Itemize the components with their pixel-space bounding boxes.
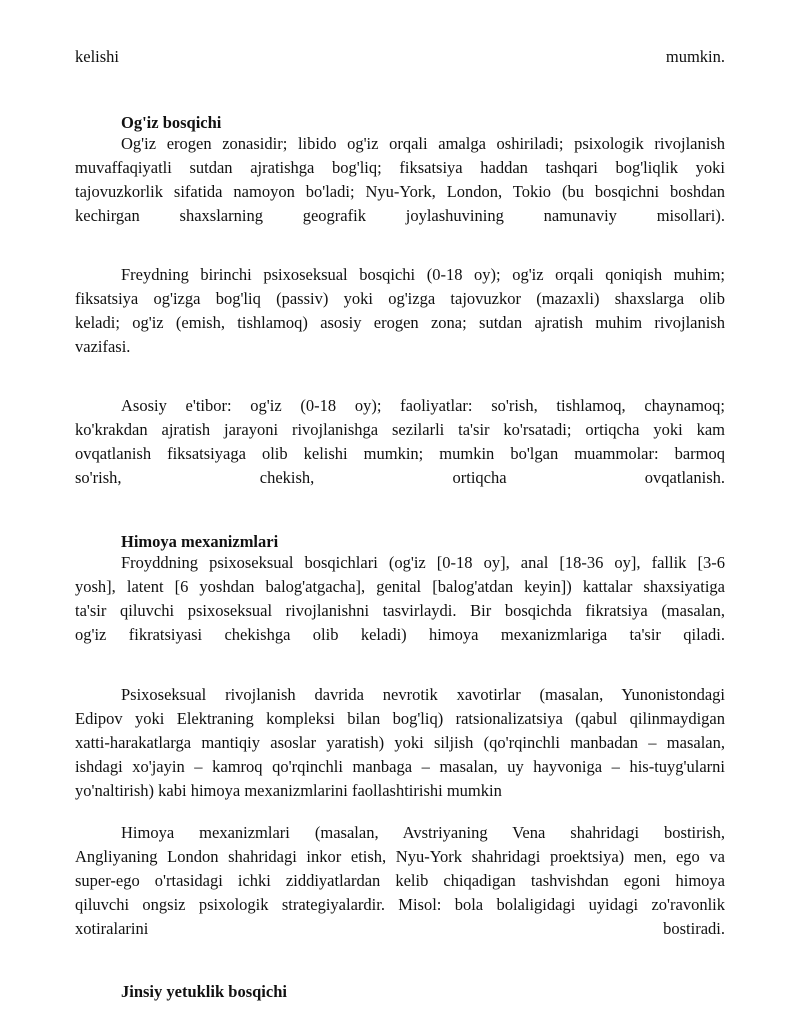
top-fragment-line bbox=[75, 45, 725, 69]
section-heading-defense-mechanisms: Himoya mexanizmlari bbox=[121, 532, 279, 551]
paragraph-line: ta'sir qiluvchi psixoseksual rivojlanishni tasvirlaydi. Bir bosqichda fikratsiya (masalan, bbox=[75, 601, 725, 620]
paragraph-line: keladi; og'iz (emish, tishlamoq) asosiy erogen zona; sutdan ajratish muhim rivojlanish bbox=[75, 313, 725, 332]
paragraph-line: ishdagi xo'jayin – kamroq qo'rqinchli manbaga – masalan, uy hayvoniga – his-tuyg'ularni bbox=[75, 757, 725, 776]
paragraph-line: og'iz fikratsiyasi chekishga olib keladi) himoya mexanizmlariga ta'sir qiladi. bbox=[75, 625, 725, 644]
paragraph-line: Freydning birinchi psixoseksual bosqichi (0-18 oy); og'iz orqali qoniqish muhim; bbox=[121, 265, 725, 284]
paragraph-line: ko'krakdan ajratish jarayoni rivojlanishga sezilarli ta'sir ko'rsatadi; ortiqcha yoki kam bbox=[75, 420, 725, 439]
section-heading-oral-stage: Og'iz bosqichi bbox=[121, 113, 222, 132]
paragraph-line: yo'naltirish) kabi himoya mexanizmlarini faollashtirishi mumkin bbox=[75, 781, 502, 800]
paragraph-line: xatti-harakatlarga mantiqiy asoslar yaratish) yoki siljish (qo'rqinchli manbadan – masalan, bbox=[75, 733, 725, 752]
paragraph-line: Himoya mexanizmlari (masalan, Avstriyaning Vena shahridagi bostirish, bbox=[121, 823, 725, 842]
paragraph-line: xotiralarini bostiradi. bbox=[75, 919, 725, 938]
paragraph-line: Psixoseksual rivojlanish davrida nevrotik xavotirlar (masalan, Yunonistondagi bbox=[121, 685, 725, 704]
section-heading-puberty-stage: Jinsiy yetuklik bosqichi bbox=[121, 982, 287, 1001]
top-fragment-word-1: kelishi bbox=[75, 47, 119, 66]
paragraph-line: Angliyaning London shahridagi inkor etish, Nyu-York shahridagi proektsiya) men, ego va bbox=[75, 847, 725, 866]
paragraph-line: muvaffaqiyatli sutdan ajratishga bog'liq; fiksatsiya haddan tashqari bog'liqlik yoki bbox=[75, 158, 725, 177]
paragraph-line: so'rish, chekish, ortiqcha ovqatlanish. bbox=[75, 468, 725, 487]
top-fragment-word-2: mumkin. bbox=[665, 47, 725, 66]
paragraph-line: Og'iz erogen zonasidir; libido og'iz orqali amalga oshiriladi; psixologik rivojlanish bbox=[121, 134, 725, 153]
paragraph-line: super-ego o'rtasidagi ichki ziddiyatlardan kelib chiqadigan tashvishdan egoni himoya bbox=[75, 871, 725, 890]
paragraph-line: kechirgan shaxslarning geografik joylashuvining namunaviy misollari). bbox=[75, 206, 725, 225]
paragraph-line: vazifasi. bbox=[75, 337, 131, 356]
paragraph-line: Froyddning psixoseksual bosqichlari (og'iz [0-18 oy], anal [18-36 oy], fallik [3-6 bbox=[121, 553, 725, 572]
paragraph-line: Asosiy e'tibor: og'iz (0-18 oy); faoliyatlar: so'rish, tishlamoq, chaynamoq; bbox=[121, 396, 725, 415]
paragraph-line: tajovuzkorlik sifatida namoyon bo'ladi; Nyu-York, London, Tokio (bu bosqichni boshdan bbox=[75, 182, 725, 201]
paragraph-line: qiluvchi ongsiz psixologik strategiyalardir. Misol: bola bolaligidagi uyidagi zo'ravonlik bbox=[75, 895, 725, 914]
paragraph-line: yosh], latent [6 yoshdan balog'atgacha], genital [balog'atdan keyin]) kattalar shaxsiyatiga bbox=[75, 577, 725, 596]
paragraph-line: Edipov yoki Elektraning kompleksi bilan bog'liq) ratsionalizatsiya (qabul qilinmaydigan bbox=[75, 709, 725, 728]
paragraph-line: fiksatsiya og'izga bog'liq (passiv) yoki og'izga tajovuzkor (mazaxli) shaxslarga olib bbox=[75, 289, 725, 308]
paragraph-line: ovqatlanish fiksatsiyaga olib kelishi mumkin; mumkin bo'lgan muammolar: barmoq bbox=[75, 444, 725, 463]
